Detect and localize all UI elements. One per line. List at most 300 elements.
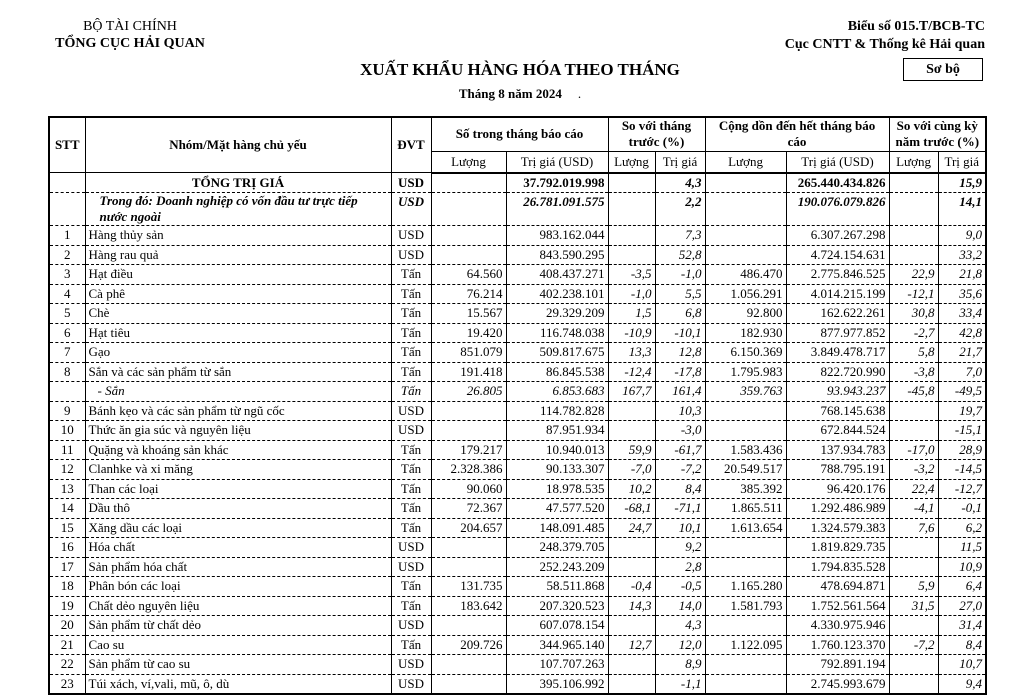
cell-yoy-qty (889, 173, 938, 193)
cell-stt: 20 (49, 616, 85, 636)
cell-value: 983.162.044 (506, 226, 608, 246)
cell-unit: Tấn (391, 577, 431, 597)
table-row (49, 421, 986, 441)
cell-mom-value: 10,3 (655, 401, 705, 421)
cell-name: - Sắn (85, 382, 391, 402)
cell-qty (431, 401, 506, 421)
cell-unit: USD (391, 655, 431, 675)
cell-yoy-value: 7,0 (938, 362, 986, 382)
cell-unit: Tấn (391, 265, 431, 285)
cell-value: 6.853.683 (506, 382, 608, 402)
cell-qty: 131.735 (431, 577, 506, 597)
form-code: Biểu số 015.T/BCB-TC (847, 19, 985, 34)
cell-yoy-value: 33,2 (938, 245, 986, 265)
table-row (49, 479, 986, 499)
cell-yoy-qty: 22,4 (889, 479, 938, 499)
cell-yoy-value: 10,9 (938, 557, 986, 577)
cell-mom-qty: 167,7 (608, 382, 655, 402)
cell-cum-qty (705, 655, 786, 675)
col-name: Nhóm/Mặt hàng chủ yếu (85, 117, 391, 173)
cell-unit: USD (391, 193, 431, 226)
cell-yoy-qty: -17,0 (889, 440, 938, 460)
cell-cum-qty: 1.865.511 (705, 499, 786, 519)
table-row (49, 655, 986, 675)
cell-mom-value: 2,8 (655, 557, 705, 577)
cell-mom-qty: -0,4 (608, 577, 655, 597)
cell-mom-value: 2,2 (655, 193, 705, 226)
cell-cum-value: 1.819.829.735 (786, 538, 889, 558)
cell-qty: 179.217 (431, 440, 506, 460)
col-mom-value: Trị giá (655, 151, 705, 173)
cell-yoy-qty (889, 226, 938, 246)
cell-stt: 9 (49, 401, 85, 421)
cell-mom-qty: -1,0 (608, 284, 655, 304)
cell-mom-value: 9,2 (655, 538, 705, 558)
cell-unit: Tấn (391, 323, 431, 343)
cell-cum-value: 4.330.975.946 (786, 616, 889, 636)
cell-yoy-value: -14,5 (938, 460, 986, 480)
cell-mom-qty: -7,0 (608, 460, 655, 480)
cell-stt: 4 (49, 284, 85, 304)
cell-cum-value: 478.694.871 (786, 577, 889, 597)
cell-yoy-value: -15,1 (938, 421, 986, 441)
cell-cum-qty: 182.930 (705, 323, 786, 343)
status-badge: Sơ bộ (903, 58, 983, 81)
cell-stt: 17 (49, 557, 85, 577)
cell-unit: USD (391, 674, 431, 694)
cell-mom-value: -17,8 (655, 362, 705, 382)
cell-value: 402.238.101 (506, 284, 608, 304)
cell-yoy-value: 6,4 (938, 577, 986, 597)
cell-value: 18.978.535 (506, 479, 608, 499)
cell-cum-qty: 1.165.280 (705, 577, 786, 597)
cell-stt: 13 (49, 479, 85, 499)
cell-qty (431, 421, 506, 441)
cell-value: 408.437.271 (506, 265, 608, 285)
cell-name: Sản phẩm hóa chất (85, 557, 391, 577)
col-cum-value: Trị giá (USD) (786, 151, 889, 173)
cell-mom-qty (608, 401, 655, 421)
cell-stt: 7 (49, 343, 85, 363)
col-mom-qty: Lượng (608, 151, 655, 173)
cell-unit: Tấn (391, 596, 431, 616)
cell-yoy-qty: 22,9 (889, 265, 938, 285)
cell-qty: 72.367 (431, 499, 506, 519)
ministry-name: BỘ TÀI CHÍNH (83, 19, 177, 34)
cell-mom-qty: 1,5 (608, 304, 655, 324)
cell-yoy-qty: 7,6 (889, 518, 938, 538)
cell-cum-value: 3.849.478.717 (786, 343, 889, 363)
cell-value: 107.707.263 (506, 655, 608, 675)
cell-name: Túi xách, ví,vali, mũ, ô, dù (85, 674, 391, 694)
cell-qty: 19.420 (431, 323, 506, 343)
table-row (49, 616, 986, 636)
issuer-name: Cục CNTT & Thống kê Hải quan (784, 37, 985, 52)
cell-yoy-value: -12,7 (938, 479, 986, 499)
cell-cum-value: 822.720.990 (786, 362, 889, 382)
cell-mom-value: 7,3 (655, 226, 705, 246)
cell-yoy-qty: 31,5 (889, 596, 938, 616)
cell-name: Hàng rau quả (85, 245, 391, 265)
cell-yoy-value: 21,8 (938, 265, 986, 285)
cell-qty (431, 193, 506, 226)
table-row (49, 226, 986, 246)
cell-stt: 23 (49, 674, 85, 694)
cell-stt: 2 (49, 245, 85, 265)
cell-value: 395.106.992 (506, 674, 608, 694)
cell-mom-value: 5,5 (655, 284, 705, 304)
cell-yoy-value: 15,9 (938, 173, 986, 193)
cell-name: Trong đó: Doanh nghiệp có vốn đầu tư trực tiếp nước ngoài (85, 193, 391, 226)
cell-cum-qty: 92.800 (705, 304, 786, 324)
cell-mom-qty (608, 538, 655, 558)
cell-unit: USD (391, 616, 431, 636)
cell-mom-value: -3,0 (655, 421, 705, 441)
table-row (49, 245, 986, 265)
table-row (49, 323, 986, 343)
cell-cum-qty (705, 616, 786, 636)
cell-value: 607.078.154 (506, 616, 608, 636)
cell-unit: USD (391, 173, 431, 193)
cell-yoy-qty: -3,8 (889, 362, 938, 382)
cell-value: 10.940.013 (506, 440, 608, 460)
cell-yoy-value: 6,2 (938, 518, 986, 538)
cell-cum-qty: 1.795.983 (705, 362, 786, 382)
cell-unit: USD (391, 557, 431, 577)
cell-mom-value: -1,0 (655, 265, 705, 285)
cell-mom-qty: 59,9 (608, 440, 655, 460)
cell-cum-qty (705, 421, 786, 441)
cell-cum-value: 1.324.579.383 (786, 518, 889, 538)
cell-name: Phân bón các loại (85, 577, 391, 597)
table-row (49, 635, 986, 655)
cell-name: Xăng dầu các loại (85, 518, 391, 538)
cell-unit: Tấn (391, 284, 431, 304)
cell-mom-qty (608, 245, 655, 265)
period-label: Tháng 8 năm 2024 (458, 86, 562, 101)
cell-cum-qty (705, 401, 786, 421)
cell-stt: 3 (49, 265, 85, 285)
cell-cum-qty: 1.122.095 (705, 635, 786, 655)
cell-cum-value: 1.760.123.370 (786, 635, 889, 655)
cell-stt: 6 (49, 323, 85, 343)
cell-yoy-value: 14,1 (938, 193, 986, 226)
export-table (48, 116, 987, 695)
cell-value: 843.590.295 (506, 245, 608, 265)
cell-cum-value: 6.307.267.298 (786, 226, 889, 246)
cell-value: 116.748.038 (506, 323, 608, 343)
cell-qty (431, 655, 506, 675)
cell-stt: 19 (49, 596, 85, 616)
cell-unit: Tấn (391, 382, 431, 402)
cell-cum-value: 877.977.852 (786, 323, 889, 343)
cell-qty (431, 245, 506, 265)
cell-stt: 8 (49, 362, 85, 382)
cell-value: 47.577.520 (506, 499, 608, 519)
cell-qty: 851.079 (431, 343, 506, 363)
cell-yoy-qty: -2,7 (889, 323, 938, 343)
cell-yoy-value: 10,7 (938, 655, 986, 675)
cell-value: 86.845.538 (506, 362, 608, 382)
cell-cum-qty (705, 557, 786, 577)
table-row (49, 674, 986, 694)
cell-cum-value: 162.622.261 (786, 304, 889, 324)
cell-name: Chè (85, 304, 391, 324)
cell-stt: 14 (49, 499, 85, 519)
cell-cum-value: 4.014.215.199 (786, 284, 889, 304)
cell-value: 248.379.705 (506, 538, 608, 558)
cell-mom-value: -10,1 (655, 323, 705, 343)
cell-mom-value: -7,2 (655, 460, 705, 480)
cell-value: 344.965.140 (506, 635, 608, 655)
cell-stt: 15 (49, 518, 85, 538)
cell-mom-value: 8,4 (655, 479, 705, 499)
col-group-cum: Cộng dồn đến hết tháng báo cáo (705, 117, 889, 151)
cell-mom-value: 14,0 (655, 596, 705, 616)
cell-qty: 76.214 (431, 284, 506, 304)
col-stt: STT (49, 117, 85, 173)
cell-unit: Tấn (391, 460, 431, 480)
cell-qty: 209.726 (431, 635, 506, 655)
cell-name: Gạo (85, 343, 391, 363)
cell-cum-qty: 20.549.517 (705, 460, 786, 480)
cell-mom-qty: 10,2 (608, 479, 655, 499)
table-row (49, 401, 986, 421)
cell-cum-qty (705, 538, 786, 558)
cell-cum-value: 2.745.993.679 (786, 674, 889, 694)
cell-name: Cao su (85, 635, 391, 655)
cell-mom-qty (608, 226, 655, 246)
table-row (49, 265, 986, 285)
cell-mom-qty: 24,7 (608, 518, 655, 538)
cell-stt: 10 (49, 421, 85, 441)
cell-yoy-qty (889, 655, 938, 675)
cell-cum-value: 190.076.079.826 (786, 193, 889, 226)
cell-unit: Tấn (391, 304, 431, 324)
cell-yoy-qty: -12,1 (889, 284, 938, 304)
cell-yoy-value: 9,4 (938, 674, 986, 694)
cell-stt (49, 382, 85, 402)
cell-yoy-value: 19,7 (938, 401, 986, 421)
cell-yoy-qty (889, 557, 938, 577)
cell-unit: USD (391, 538, 431, 558)
cell-mom-value: 8,9 (655, 655, 705, 675)
col-yoy-qty: Lượng (889, 151, 938, 173)
cell-value: 252.243.209 (506, 557, 608, 577)
col-month-value: Trị giá (USD) (506, 151, 608, 173)
cell-unit: Tấn (391, 518, 431, 538)
cell-name: Bánh kẹo và các sản phẩm từ ngũ cốc (85, 401, 391, 421)
cell-qty: 2.328.386 (431, 460, 506, 480)
table-row (49, 362, 986, 382)
cell-name: Hạt tiêu (85, 323, 391, 343)
cell-qty: 26.805 (431, 382, 506, 402)
department-name: TỔNG CỤC HẢI QUAN (55, 36, 205, 51)
table-row (49, 518, 986, 538)
cell-cum-qty (705, 245, 786, 265)
period-dot: . (577, 86, 582, 101)
cell-mom-qty (608, 655, 655, 675)
cell-cum-qty (705, 173, 786, 193)
cell-unit: Tấn (391, 362, 431, 382)
cell-yoy-qty (889, 421, 938, 441)
cell-mom-qty: 14,3 (608, 596, 655, 616)
cell-mom-qty: -10,9 (608, 323, 655, 343)
cell-cum-qty (705, 193, 786, 226)
fdi-row (49, 193, 986, 226)
cell-unit: USD (391, 401, 431, 421)
cell-yoy-value: 31,4 (938, 616, 986, 636)
cell-unit: USD (391, 245, 431, 265)
cell-yoy-qty (889, 401, 938, 421)
cell-qty (431, 674, 506, 694)
cell-yoy-qty (889, 245, 938, 265)
cell-value: 37.792.019.998 (506, 173, 608, 193)
cell-name: TỔNG TRỊ GIÁ (85, 173, 391, 193)
cell-cum-value: 1.752.561.564 (786, 596, 889, 616)
cell-qty: 90.060 (431, 479, 506, 499)
cell-unit: Tấn (391, 343, 431, 363)
cell-stt (49, 173, 85, 193)
cell-yoy-value: 42,8 (938, 323, 986, 343)
col-group-month: Số trong tháng báo cáo (431, 117, 608, 151)
cell-cum-qty: 6.150.369 (705, 343, 786, 363)
cell-mom-value: 52,8 (655, 245, 705, 265)
cell-stt: 12 (49, 460, 85, 480)
cell-yoy-value: 28,9 (938, 440, 986, 460)
cell-cum-value: 96.420.176 (786, 479, 889, 499)
cell-cum-qty (705, 674, 786, 694)
cell-name: Hạt điều (85, 265, 391, 285)
cell-value: 26.781.091.575 (506, 193, 608, 226)
table-row (49, 596, 986, 616)
cell-stt: 21 (49, 635, 85, 655)
cell-mom-value: 12,8 (655, 343, 705, 363)
cell-mom-qty: -68,1 (608, 499, 655, 519)
cell-unit: USD (391, 226, 431, 246)
cell-mom-qty: -12,4 (608, 362, 655, 382)
cell-cum-qty: 1.583.436 (705, 440, 786, 460)
cell-stt: 22 (49, 655, 85, 675)
cell-yoy-value: 27,0 (938, 596, 986, 616)
cell-name: Sản phẩm từ cao su (85, 655, 391, 675)
cell-stt (49, 193, 85, 226)
cell-mom-value: -61,7 (655, 440, 705, 460)
cell-qty (431, 616, 506, 636)
cell-qty: 204.657 (431, 518, 506, 538)
cell-cum-value: 1.292.486.989 (786, 499, 889, 519)
cell-yoy-qty: 5,9 (889, 577, 938, 597)
page-title: XUẤT KHẨU HÀNG HÓA THEO THÁNG (360, 60, 680, 79)
cell-stt: 11 (49, 440, 85, 460)
cell-value: 87.951.934 (506, 421, 608, 441)
cell-yoy-value: -49,5 (938, 382, 986, 402)
cell-cum-qty: 359.763 (705, 382, 786, 402)
table-row (49, 304, 986, 324)
cell-name: Sản phẩm từ chất dẻo (85, 616, 391, 636)
cell-cum-value: 788.795.191 (786, 460, 889, 480)
cell-yoy-value: 9,0 (938, 226, 986, 246)
cell-yoy-qty (889, 616, 938, 636)
cell-value: 207.320.523 (506, 596, 608, 616)
col-yoy-value: Trị giá (938, 151, 986, 173)
cell-name: Thức ăn gia súc và nguyên liệu (85, 421, 391, 441)
cell-mom-value: 4,3 (655, 616, 705, 636)
cell-mom-value: -71,1 (655, 499, 705, 519)
cell-cum-value: 792.891.194 (786, 655, 889, 675)
cell-name: Than các loại (85, 479, 391, 499)
form-header (785, 18, 985, 54)
cell-stt: 16 (49, 538, 85, 558)
cell-mom-value: 12,0 (655, 635, 705, 655)
cell-cum-value: 137.934.783 (786, 440, 889, 460)
table-row (49, 460, 986, 480)
cell-unit: Tấn (391, 499, 431, 519)
col-unit: ĐVT (391, 117, 431, 173)
agency-header (50, 18, 210, 52)
cell-value: 114.782.828 (506, 401, 608, 421)
cell-qty: 15.567 (431, 304, 506, 324)
cell-yoy-qty: -45,8 (889, 382, 938, 402)
cell-qty: 64.560 (431, 265, 506, 285)
cell-yoy-value: 21,7 (938, 343, 986, 363)
cell-yoy-value: 11,5 (938, 538, 986, 558)
cell-cum-value: 265.440.434.826 (786, 173, 889, 193)
table-row (49, 577, 986, 597)
cell-value: 58.511.868 (506, 577, 608, 597)
cell-stt: 1 (49, 226, 85, 246)
cell-mom-qty (608, 173, 655, 193)
total-row (49, 173, 986, 193)
cell-yoy-qty (889, 674, 938, 694)
cell-yoy-qty: -4,1 (889, 499, 938, 519)
cell-name: Sắn và các sản phẩm từ sắn (85, 362, 391, 382)
cell-mom-qty (608, 674, 655, 694)
cell-mom-value: 10,1 (655, 518, 705, 538)
cell-cum-value: 672.844.524 (786, 421, 889, 441)
cell-yoy-qty (889, 193, 938, 226)
cell-name: Chất dẻo nguyên liệu (85, 596, 391, 616)
cell-cum-value: 4.724.154.631 (786, 245, 889, 265)
cell-unit: Tấn (391, 635, 431, 655)
table-row (49, 499, 986, 519)
cell-mom-qty (608, 193, 655, 226)
cell-unit: Tấn (391, 479, 431, 499)
cell-value: 29.329.209 (506, 304, 608, 324)
cell-mom-value: 4,3 (655, 173, 705, 193)
cell-yoy-qty: -7,2 (889, 635, 938, 655)
cell-yoy-value: -0,1 (938, 499, 986, 519)
col-group-yoy: So với cùng kỳ năm trước (%) (889, 117, 986, 151)
cell-qty: 191.418 (431, 362, 506, 382)
cell-yoy-qty: -3,2 (889, 460, 938, 480)
cell-qty (431, 538, 506, 558)
cell-cum-qty: 1.581.793 (705, 596, 786, 616)
cell-name: Hóa chất (85, 538, 391, 558)
cell-stt: 18 (49, 577, 85, 597)
report-period (0, 86, 1009, 102)
cell-mom-qty: -3,5 (608, 265, 655, 285)
cell-cum-qty: 1.613.654 (705, 518, 786, 538)
table-row (49, 557, 986, 577)
cell-yoy-value: 35,6 (938, 284, 986, 304)
cell-mom-qty: 12,7 (608, 635, 655, 655)
cell-qty (431, 226, 506, 246)
cell-mom-value: -0,5 (655, 577, 705, 597)
cell-mom-qty: 13,3 (608, 343, 655, 363)
cell-yoy-qty (889, 538, 938, 558)
cell-stt: 5 (49, 304, 85, 324)
